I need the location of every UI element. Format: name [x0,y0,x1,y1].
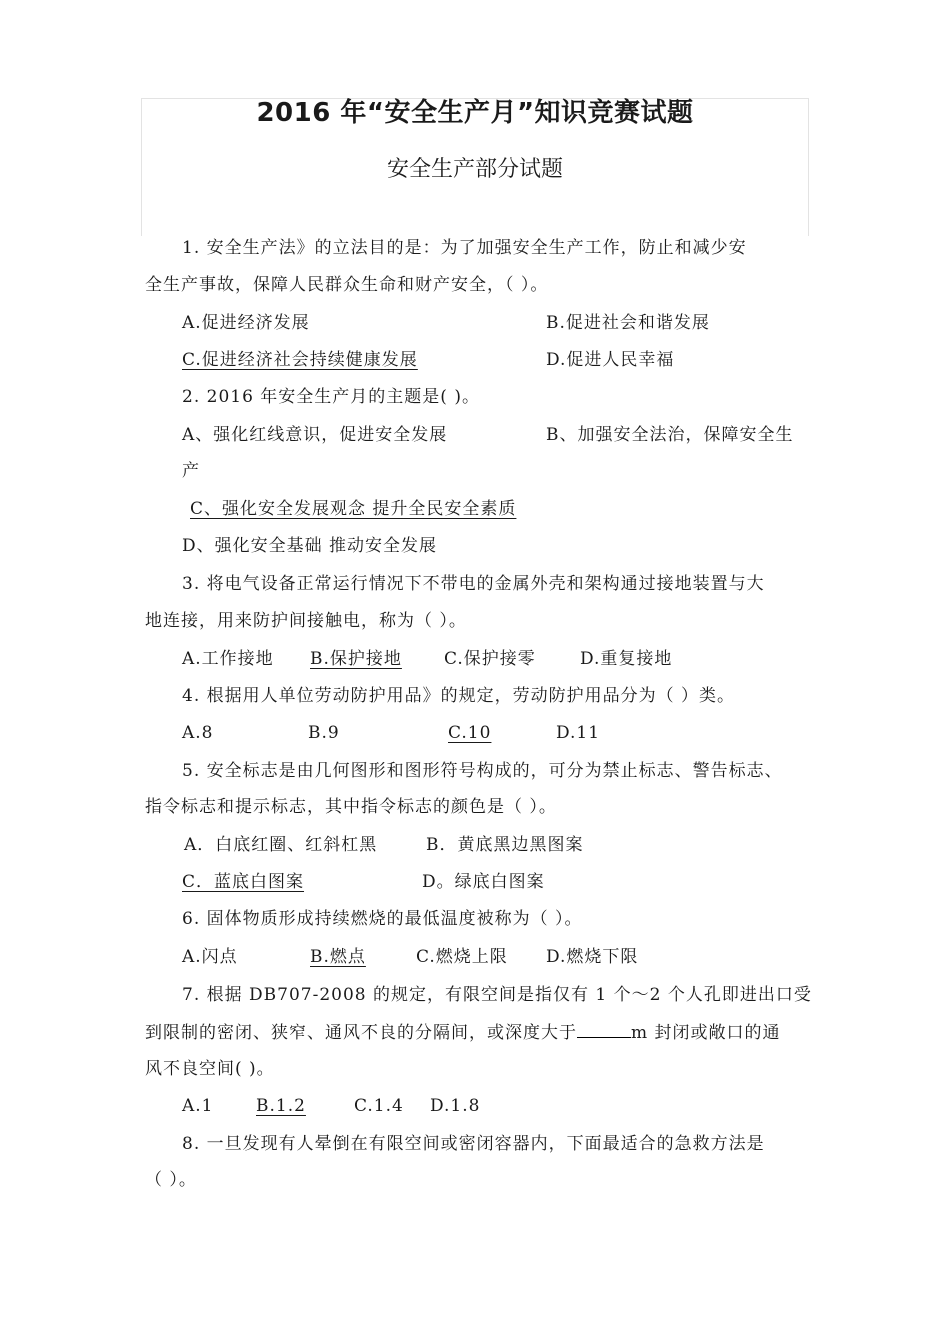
q2-option-c-answer: C、强化安全发展观念 提升全民安全素质 [190,499,517,519]
q6-option-c: C.燃烧上限 [416,947,508,967]
q1-stem-line2: 全生产事故，保障人民群众生命和财产安全，（ ）。 [145,275,549,295]
q5-option-c-answer: C．蓝底白图案 [182,872,305,892]
q7-stem-line2-text: 到限制的密闭、狭窄、通风不良的分隔间，或深度大于 [145,1023,577,1043]
page-subtitle: 安全生产部分试题 [386,157,563,182]
q1-option-d: D.促进人民幸福 [546,350,675,370]
q7-answer-blank [577,1021,631,1038]
q8-stem-line1: 8. 一旦发现有人晕倒在有限空间或密闭容器内，下面最适合的急救方法是 [182,1134,765,1154]
q7-stem-line2 [145,1021,781,1044]
q7-stem-line1: 7. 根据 DB707-2008 的规定，有限空间是指仅有 1 个～2 个人孔即进出口受 [182,985,812,1005]
q1-option-a: A.促进经济发展 [182,313,310,333]
q6-option-b-answer: B.燃点 [310,947,366,967]
q4-stem: 4. 根据用人单位劳动防护用品》的规定，劳动防护用品分为（ ）类。 [182,686,736,706]
q6-option-d: D.燃烧下限 [546,947,639,967]
q3-option-b-answer: B.保护接地 [310,649,402,669]
q3-option-d: D.重复接地 [580,649,673,669]
q1-stem-line1: 1. 安全生产法》的立法目的是：为了加强安全生产工作，防止和减少安 [182,238,747,258]
q2-option-b: B、加强安全法治，保障安全生 [546,425,794,445]
q4-option-b: B.9 [308,723,340,743]
q3-option-c: C.保护接零 [444,649,536,669]
q2-option-d: D、强化安全基础 推动安全发展 [182,536,438,556]
q2-stem: 2. 2016 年安全生产月的主题是( )。 [182,387,480,407]
q3-option-a: A.工作接地 [182,649,274,669]
q6-stem: 6. 固体物质形成持续燃烧的最低温度被称为（ ）。 [182,909,583,929]
page-title: 2016 年“安全生产月”知识竞赛试题 [256,98,694,128]
q8-stem-line2: （ ）。 [145,1170,197,1190]
q7-option-b-answer: B.1.2 [256,1096,306,1116]
q7-option-a: A.1 [182,1096,214,1116]
q2-option-b-wrap: 产 [182,461,200,481]
q2-option-a: A、强化红线意识，促进安全发展 [182,425,448,445]
q1-option-b: B.促进社会和谐发展 [546,313,710,333]
q7-option-d: D.1.8 [430,1096,481,1116]
q4-option-d: D.11 [556,723,601,743]
q1-option-c-answer: C.促进经济社会持续健康发展 [182,350,418,370]
q4-option-c-answer: C.10 [448,723,492,743]
q5-option-a: A．白底红圈、红斜杠黑 [184,835,378,855]
q4-option-a: A.8 [182,723,214,743]
q3-stem-line2: 地连接，用来防护间接触电，称为（ ）。 [145,611,467,631]
q7-stem-line2-tail: m 封闭或敞口的通 [631,1023,781,1043]
q5-option-b: B．黄底黑边黑图案 [426,835,584,855]
q7-stem-line3: 风不良空间( )。 [145,1059,275,1079]
q5-stem-line2: 指令标志和提示标志，其中指令标志的颜色是（ ）。 [145,797,557,817]
q7-option-c: C.1.4 [354,1096,404,1116]
q3-stem-line1: 3. 将电气设备正常运行情况下不带电的金属外壳和架构通过接地装置与大 [182,574,765,594]
q5-option-d: D。绿底白图案 [422,872,545,892]
q6-option-a: A.闪点 [182,947,238,967]
q5-stem-line1: 5. 安全标志是由几何图形和图形符号构成的，可分为禁止标志、警告标志、 [182,761,783,781]
